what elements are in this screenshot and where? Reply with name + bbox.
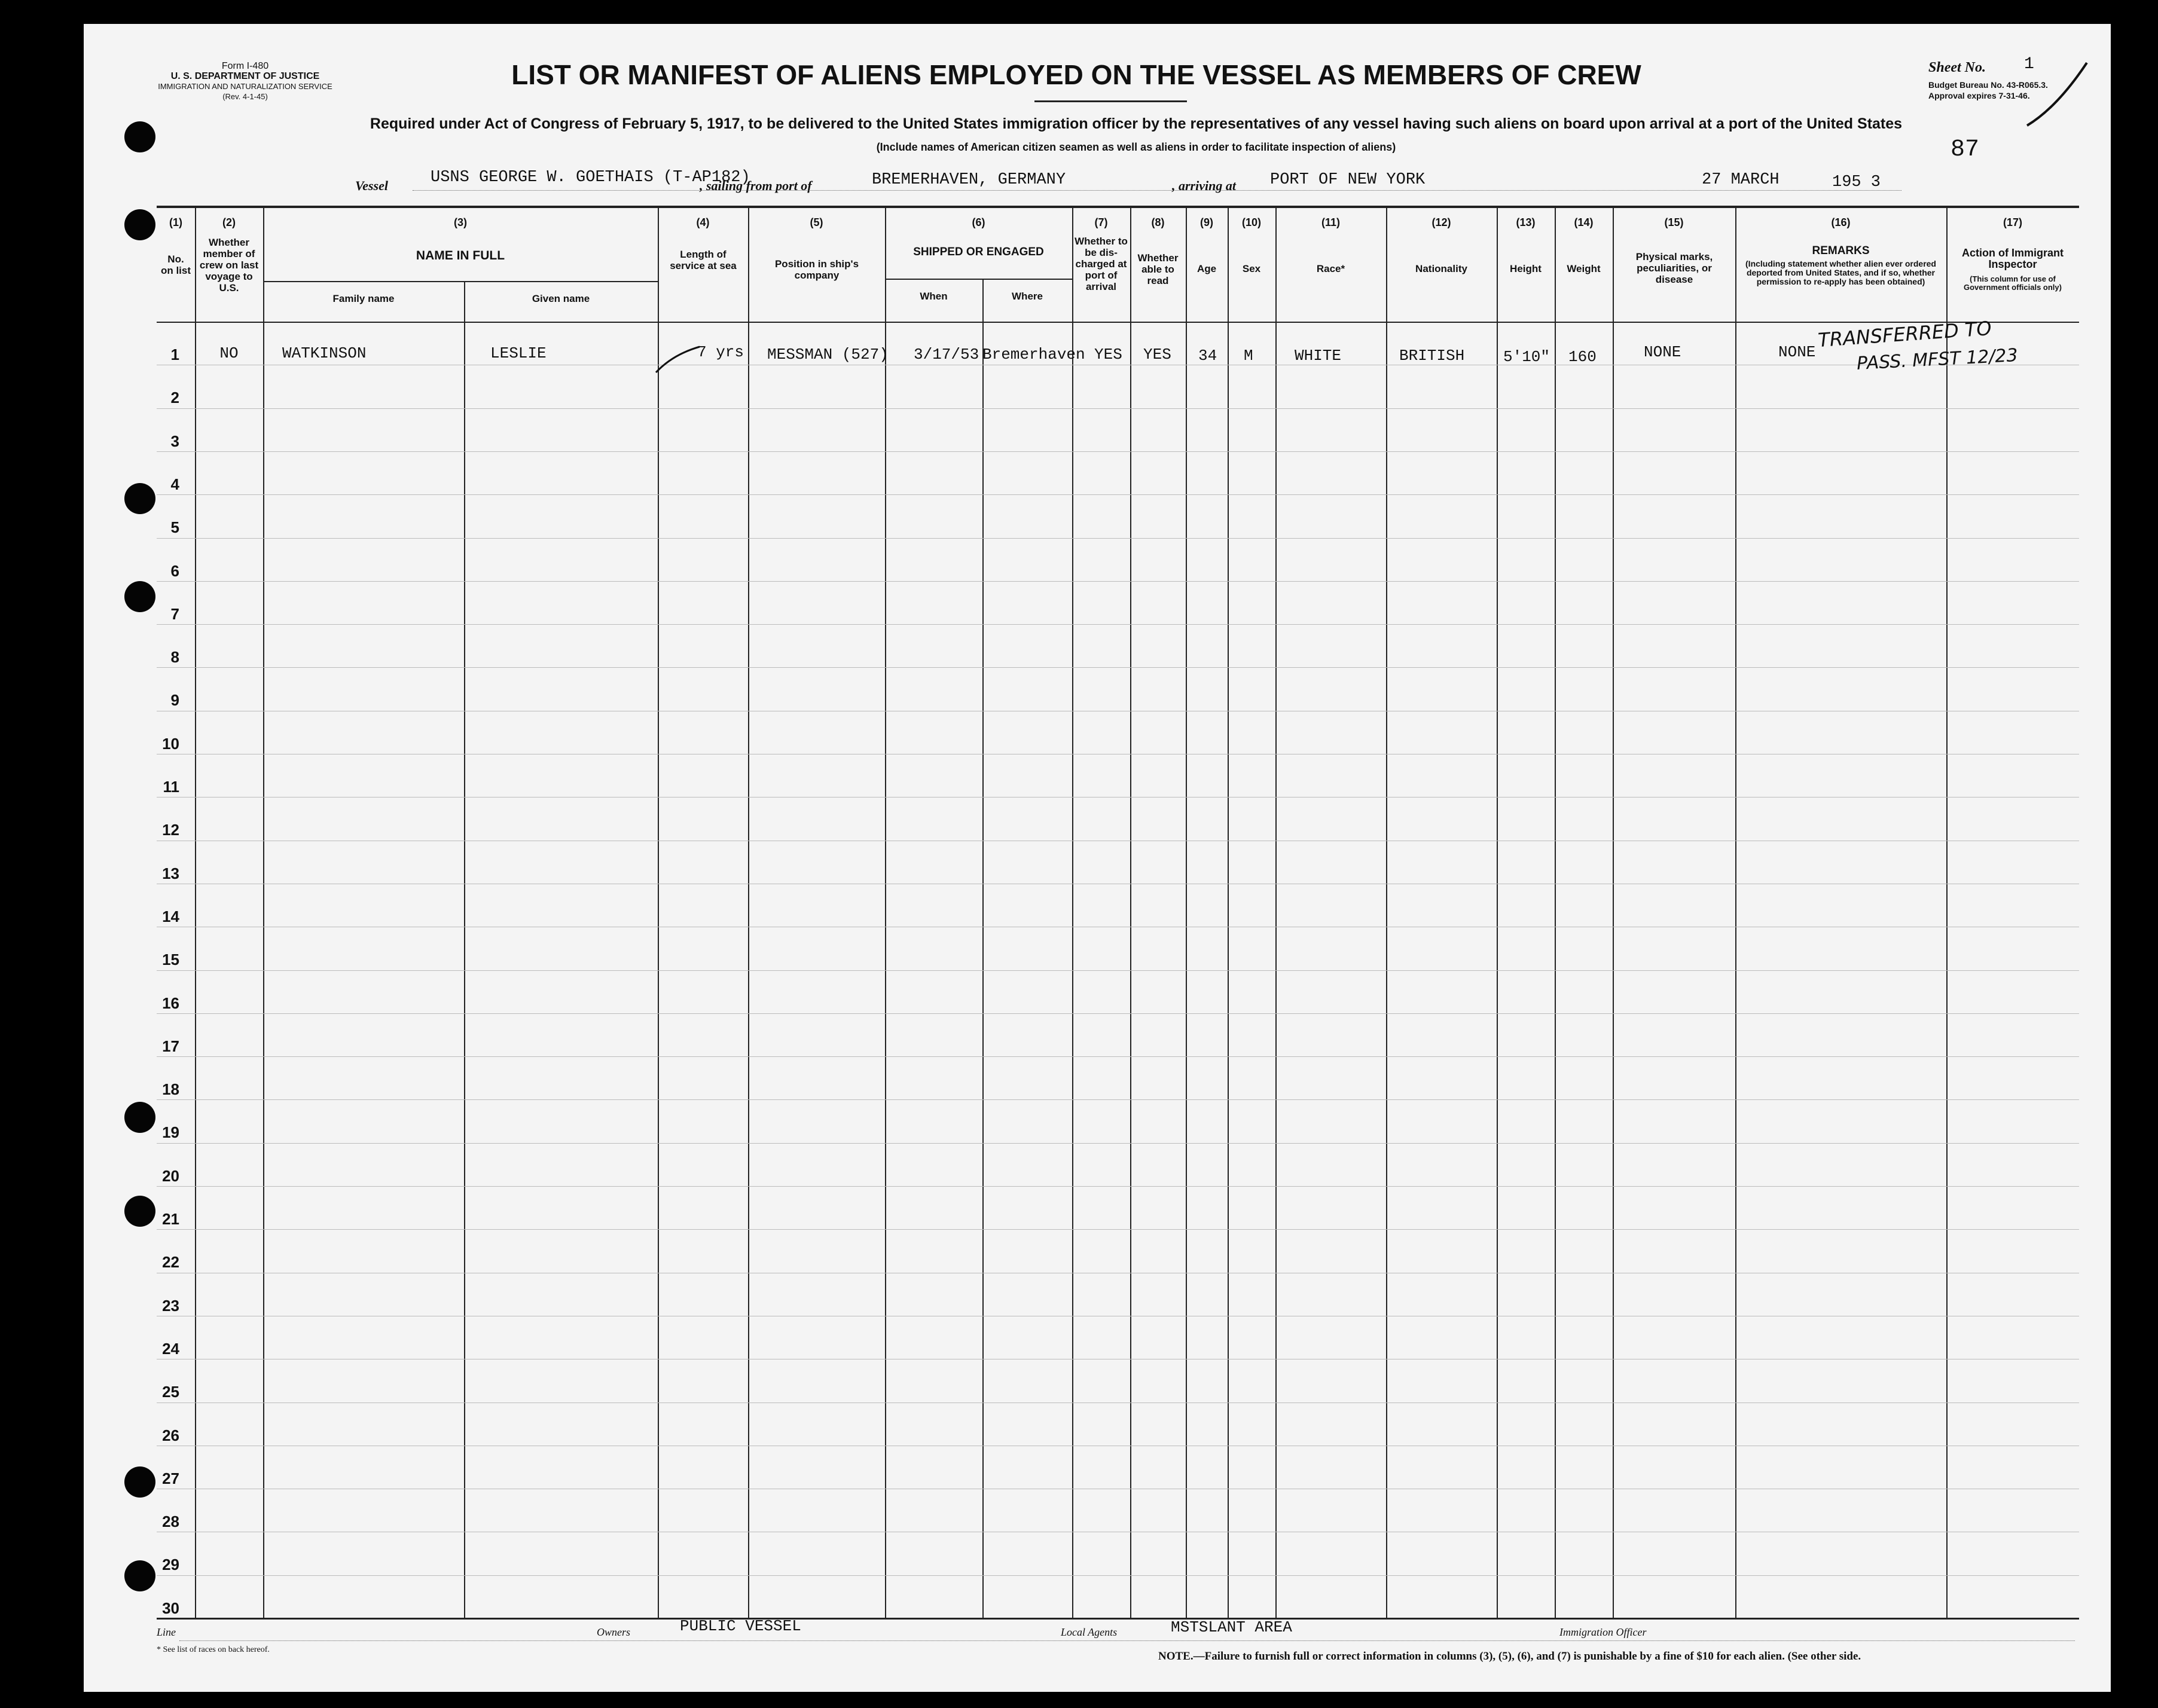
- stamped-number: 87: [1951, 136, 1980, 163]
- row-number: 21: [162, 1210, 179, 1228]
- row-number: 27: [162, 1469, 179, 1487]
- header-discharged: Whether to be dis-charged at port of arrival: [1075, 236, 1128, 292]
- footer-agents: MSTSLANT AREA: [1171, 1618, 1292, 1636]
- footer-rule: [179, 1640, 2075, 1641]
- row-number: 7: [170, 604, 179, 623]
- row-number: 30: [162, 1599, 179, 1617]
- header-where: Where: [1012, 291, 1043, 302]
- title-underline: [1034, 100, 1187, 102]
- column-number: (8): [1151, 216, 1165, 228]
- row-rule: [157, 624, 2079, 625]
- cell-length-of-service: 7 yrs: [697, 343, 744, 361]
- row-rule: [157, 1186, 2079, 1187]
- row-number: 17: [162, 1037, 179, 1055]
- cell-crew-last-voyage: NO: [219, 344, 239, 362]
- row-rule: [157, 538, 2079, 539]
- row-number: 6: [170, 561, 179, 580]
- handwritten-transferred: TRANSFERRED TO: [1817, 316, 1992, 352]
- pen-tick-mark: [655, 346, 703, 375]
- column-number: (4): [696, 216, 710, 228]
- arrival-year: 195 3: [1832, 173, 1881, 191]
- column-number: (7): [1094, 216, 1108, 228]
- column-number: (14): [1574, 216, 1594, 228]
- cell-height: 5'10": [1503, 348, 1550, 366]
- row-rule: [157, 581, 2079, 582]
- punch-hole: [124, 121, 155, 152]
- column-divider: [1228, 206, 1229, 1619]
- row-number: 2: [170, 389, 179, 407]
- column-number: (16): [1831, 216, 1851, 228]
- column-divider: [658, 206, 659, 1619]
- column-divider: [195, 206, 196, 1619]
- row-rule: [157, 970, 2079, 971]
- header-family-name: Family name: [332, 293, 395, 304]
- footer-owners: PUBLIC VESSEL: [680, 1617, 801, 1635]
- header-able-to-read: Whether able to read: [1137, 252, 1179, 286]
- row-rule: [157, 667, 2079, 668]
- row-rule: [157, 1013, 2079, 1014]
- requirement-statement: Required under Act of Congress of February 5, 1917, to be delivered to the United States immigration officer by the representatives of any vessel having such aliens on board upon arrival at a port of the United States: [370, 115, 1903, 132]
- header-when: When: [920, 291, 948, 302]
- footer-races-note: * See list of races on back hereof.: [157, 1645, 270, 1654]
- header-nationality: Nationality: [1415, 263, 1467, 274]
- footer-officer-label: Immigration Officer: [1559, 1626, 1647, 1638]
- row-number: 18: [162, 1080, 179, 1099]
- row-rule: [157, 797, 2079, 798]
- column-divider: [464, 281, 465, 1619]
- column-number: (15): [1664, 216, 1684, 228]
- arriving-label: , arriving at: [1172, 178, 1236, 193]
- row-number: 25: [162, 1383, 179, 1401]
- header-position: Position in ship's company: [774, 258, 859, 281]
- handwritten-manifest-ref: PASS. MFST 12/23: [1856, 344, 2019, 375]
- row-number: 24: [162, 1339, 179, 1358]
- sheet-label: Sheet No.: [1928, 60, 1986, 75]
- column-number: (9): [1200, 216, 1213, 228]
- cell-position: MESSMAN (527): [767, 346, 889, 363]
- column-divider: [1186, 206, 1187, 1619]
- column-number: (1): [169, 216, 182, 228]
- row-number: 29: [162, 1556, 179, 1574]
- row-number: 26: [162, 1426, 179, 1444]
- department-name: U. S. DEPARTMENT OF JUSTICE: [170, 71, 320, 81]
- cell-family-name: WATKINSON: [282, 344, 367, 362]
- row-number: 12: [162, 821, 179, 839]
- header-sex: Sex: [1242, 263, 1261, 274]
- row-number: 23: [162, 1296, 179, 1315]
- vessel-line-rule: [413, 190, 1901, 191]
- header-age: Age: [1196, 263, 1217, 274]
- cell-nationality: BRITISH: [1399, 347, 1465, 365]
- name-subheader-rule: [263, 281, 658, 282]
- inclusion-note: (Include names of American citizen seamen as well as aliens in order to facilitate inspection of aliens): [876, 141, 1396, 153]
- row-number: 14: [162, 907, 179, 925]
- column-divider: [1555, 206, 1556, 1619]
- column-number: (12): [1431, 216, 1451, 228]
- footer-line-label: Line: [157, 1626, 176, 1638]
- row-number: 1: [170, 346, 179, 363]
- page-title: LIST OR MANIFEST OF ALIENS EMPLOYED ON THE VESSEL AS MEMBERS OF CREW: [511, 59, 1641, 90]
- column-number: (2): [222, 216, 236, 228]
- row-number: 15: [162, 951, 179, 969]
- column-divider: [1130, 206, 1131, 1619]
- column-divider: [885, 206, 886, 1619]
- header-physical-marks: Physical marks, peculiarities, or disease: [1635, 251, 1713, 285]
- row-rule: [157, 1575, 2079, 1576]
- vessel-name: USNS GEORGE W. GOETHAIS (T-AP182): [431, 169, 750, 187]
- port-of-arrival: PORT OF NEW YORK: [1270, 171, 1426, 189]
- cell-given-name: LESLIE: [490, 344, 547, 362]
- row-number: 5: [170, 518, 179, 537]
- revision-date: (Rev. 4-1-45): [222, 92, 268, 101]
- budget-bureau: Budget Bureau No. 43-R065.3.: [1928, 80, 2048, 90]
- form-id-block: [132, 61, 359, 102]
- header-given-name: Given name: [532, 293, 590, 304]
- service-name: IMMIGRATION AND NATURALIZATION SERVICE: [158, 82, 332, 91]
- row-number: 8: [170, 648, 179, 667]
- footer-agents-label: Local Agents: [1061, 1626, 1118, 1638]
- column-number: (10): [1241, 216, 1261, 228]
- column-divider: [982, 279, 984, 1619]
- footer-penalty-note: NOTE.—Failure to furnish full or correct information in columns (3), (5), (6), and (7) is punishable by a fine of $10 for each alien. (See other side.: [1158, 1650, 1861, 1663]
- column-divider: [748, 206, 749, 1619]
- row-rule: [157, 408, 2079, 409]
- shipped-subheader-rule: [885, 279, 1072, 280]
- row-number: 11: [163, 778, 179, 796]
- header-shipped-or-engaged: SHIPPED OR ENGAGED: [913, 246, 1044, 258]
- header-no-on-list: No. on list: [160, 253, 191, 276]
- cell-race: WHITE: [1295, 347, 1342, 365]
- row-rule: [157, 1229, 2079, 1230]
- column-number: (13): [1516, 216, 1536, 228]
- header-race: Race*: [1316, 263, 1345, 274]
- header-inspector-action: Action of Immigrant Inspector: [1962, 247, 2064, 270]
- row-number: 19: [162, 1123, 179, 1142]
- cell-when: 3/17/53: [914, 346, 979, 363]
- header-length-of-service: Length of service at sea: [670, 249, 737, 271]
- header-weight: Weight: [1567, 263, 1601, 274]
- column-divider: [1275, 206, 1277, 1619]
- row-number: 4: [170, 475, 179, 493]
- column-number: (17): [2003, 216, 2022, 228]
- column-divider: [1497, 206, 1498, 1619]
- row-number: 13: [162, 864, 179, 882]
- cell-where: Bremerhaven: [982, 346, 1085, 363]
- column-divider: [1735, 206, 1736, 1619]
- header-crew-last-voyage: Whether member of crew on last voyage to U.S.: [199, 237, 259, 294]
- column-number: (11): [1321, 216, 1341, 228]
- cell-weight: 160: [1568, 348, 1597, 366]
- row-rule: [157, 1056, 2079, 1057]
- table-header-bottom: [157, 322, 2079, 323]
- column-divider: [1072, 206, 1073, 1619]
- approval-expiry: Approval expires 7-31-46.: [1928, 91, 2030, 100]
- cell-able-to-read: YES: [1143, 346, 1171, 363]
- column-divider: [1386, 206, 1387, 1619]
- row-number: 22: [162, 1253, 179, 1272]
- row-number: 20: [162, 1166, 179, 1185]
- column-number: (6): [972, 216, 985, 228]
- sheet-number: 1: [2024, 55, 2034, 74]
- cell-sex: M: [1244, 347, 1253, 365]
- cell-age: 34: [1198, 347, 1217, 365]
- row-number: 3: [170, 432, 179, 450]
- column-divider: [1946, 206, 1948, 1619]
- sailing-label: , sailing from port of: [700, 178, 812, 193]
- row-rule: [157, 1143, 2079, 1144]
- port-of-departure: BREMERHAVEN, GERMANY: [872, 171, 1066, 189]
- cell-discharged: YES: [1094, 346, 1122, 363]
- inspector-note: (This column for use of Government officials only): [1964, 274, 2062, 292]
- header-remarks: REMARKS: [1812, 245, 1870, 257]
- remarks-note: (Including statement whether alien ever ordered deported from United States, and if so, whether permission to re-apply has been obtained): [1745, 259, 1936, 286]
- vessel-label: Vessel: [355, 178, 388, 193]
- row-number: 9: [170, 691, 179, 710]
- table-top-border: [157, 206, 2079, 208]
- column-divider: [1613, 206, 1614, 1619]
- column-divider: [263, 206, 264, 1619]
- header-height: Height: [1510, 263, 1542, 274]
- row-number: 16: [162, 994, 179, 1012]
- row-rule: [157, 451, 2079, 452]
- row-number: 10: [162, 734, 179, 753]
- row-rule: [157, 1099, 2079, 1100]
- form-number: Form I-480: [221, 61, 269, 71]
- table-bottom-border: [157, 1618, 2079, 1620]
- row-number: 28: [162, 1513, 179, 1531]
- column-number: (5): [810, 216, 823, 228]
- punch-hole: [124, 209, 155, 240]
- cell-physical-marks: NONE: [1644, 343, 1681, 361]
- column-number: (3): [454, 216, 467, 228]
- arrival-date: 27 MARCH: [1702, 171, 1779, 189]
- row-rule: [157, 494, 2079, 495]
- footer-owners-label: Owners: [597, 1626, 631, 1638]
- cell-remarks: NONE: [1778, 343, 1816, 361]
- header-name-in-full: NAME IN FULL: [416, 249, 505, 262]
